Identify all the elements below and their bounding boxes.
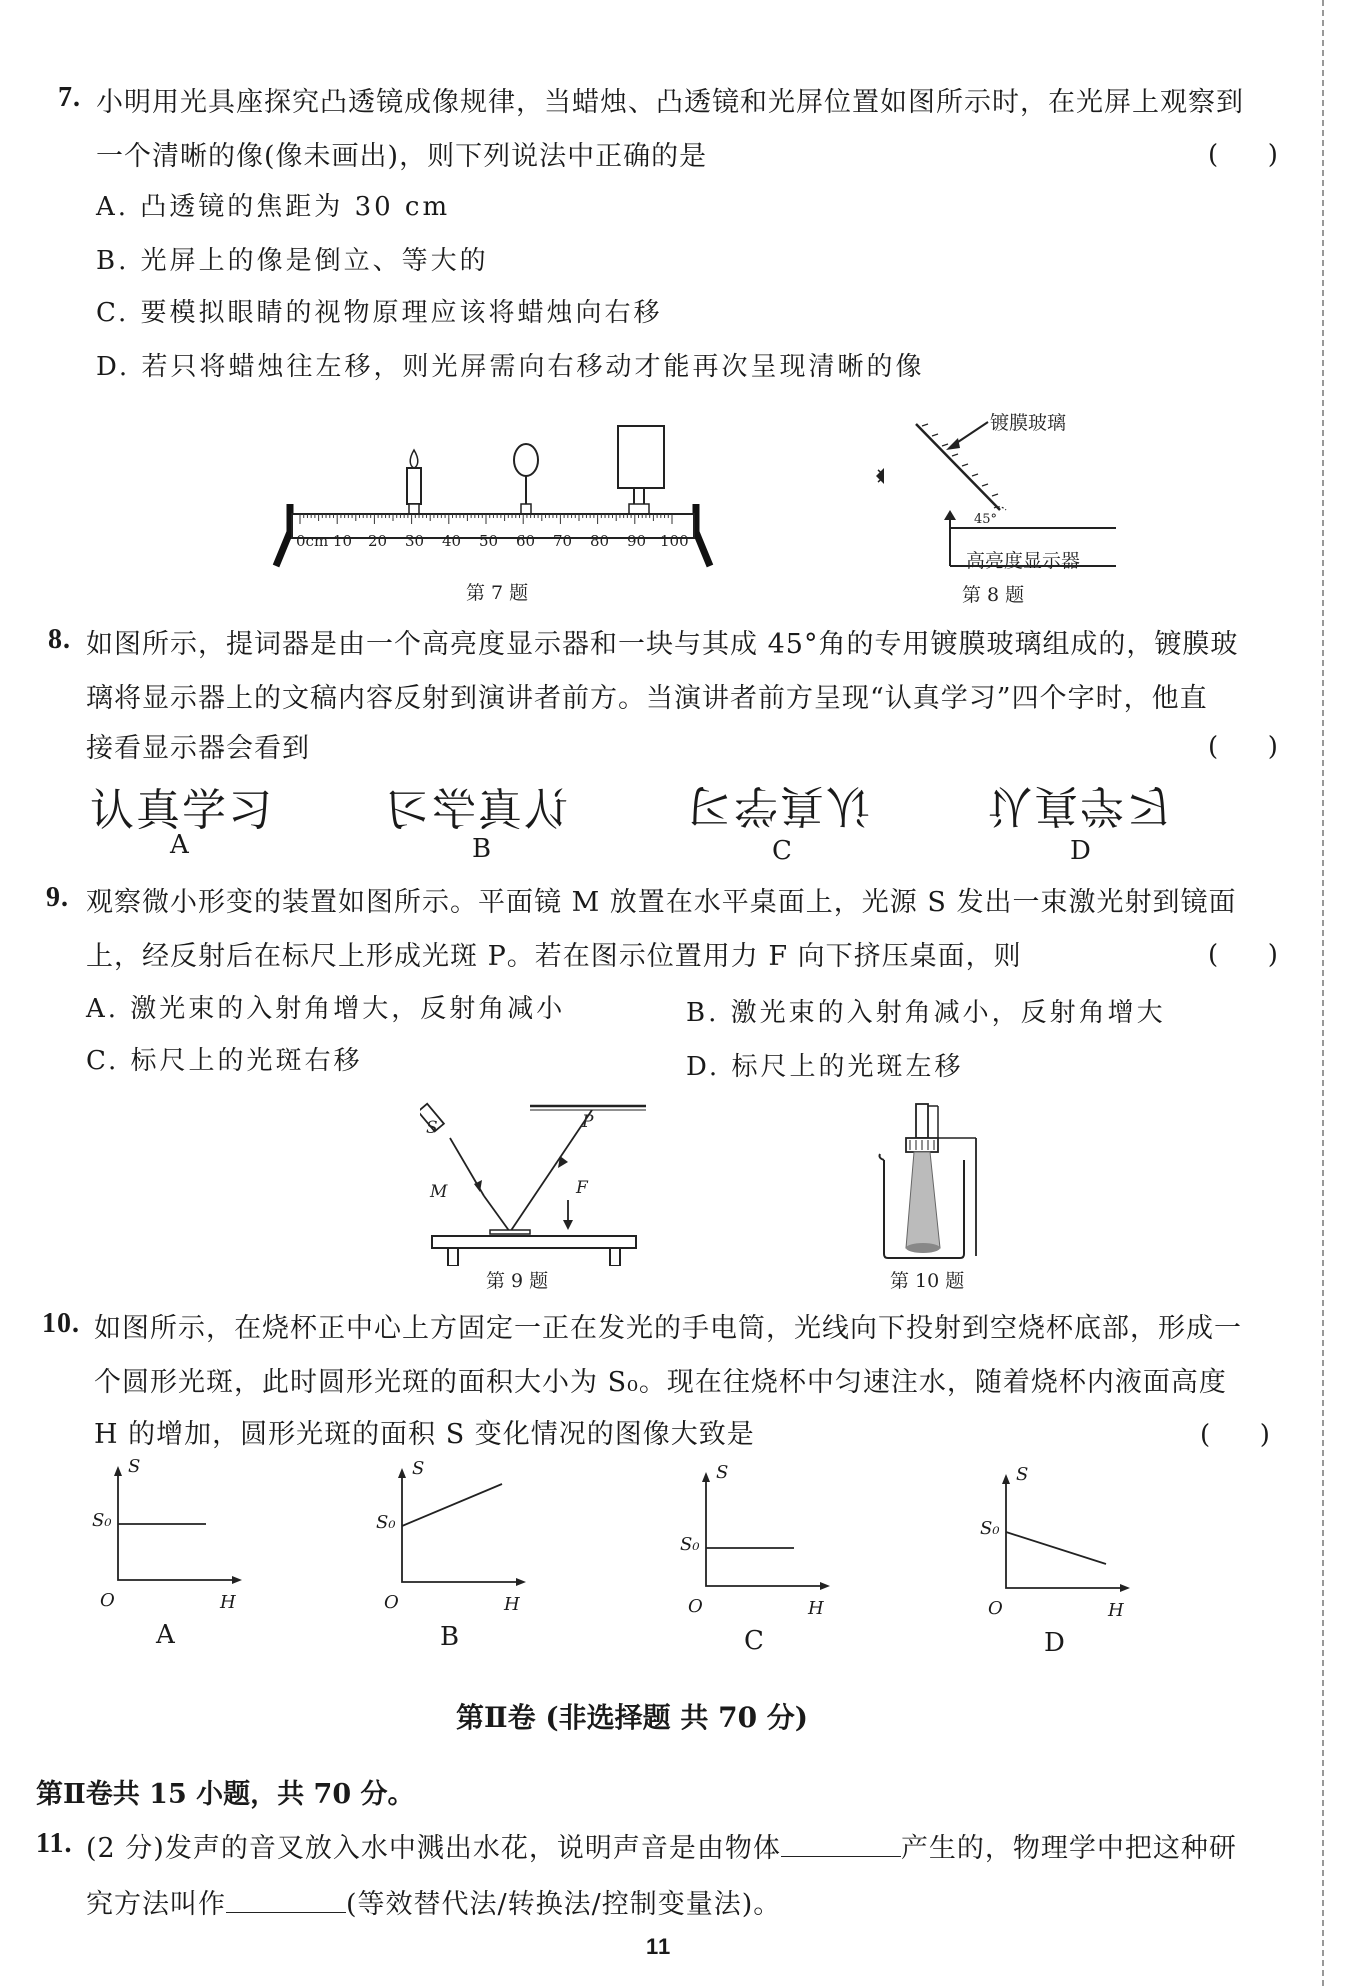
q10-number: 10. [42,1308,80,1339]
display-label: 高亮度显示器 [966,550,1081,572]
q11-line2-part2: (等效替代法/转换法/控制变量法)。 [346,1889,782,1920]
q8-number: 8. [48,624,71,655]
candle-icon [407,450,421,514]
q7-number: 7. [58,82,81,113]
q8-choice-d-label: D [1070,836,1091,866]
ruler-labels [296,528,706,558]
section-intro: 第Ⅱ卷共 15 小题，共 70 分。 [36,1779,415,1810]
q9-option-d: D. 标尺上的光斑左移 [686,1052,964,1082]
graph-axis-y-label: S [1016,1464,1029,1485]
fig9-label-f: F [576,1178,588,1198]
graph-axes [706,1476,826,1586]
q8-choice-a-text: 认真学习 [90,785,274,836]
graph-axis-x-label: H [1108,1600,1124,1621]
q9-option-c: C. 标尺上的光斑右移 [86,1046,363,1076]
q7-option-c: C. 要模拟眼睛的视物原理应该将蜡烛向右移 [96,298,663,328]
q10-answer-paren: ( ) [1200,1420,1270,1450]
y-axis-arrow [1002,1474,1010,1484]
graph-s0-label: S₀ [376,1512,396,1533]
q7-option-b: B. 光屏上的像是倒立、等大的 [96,246,489,276]
q9-option-b: B. 激光束的入射角减小，反射角增大 [686,998,1166,1028]
ruler-label: 30 [405,532,425,550]
eye-icon [876,468,884,484]
fig9-label-p: P [582,1112,594,1132]
x-axis-arrow [232,1576,242,1584]
q8-stem-line2: 璃将显示器上的文稿内容反射到演讲者前方。当演讲者前方呈现“认真学习”四个字时，他直 [86,683,1208,714]
x-axis-arrow [820,1582,830,1590]
q11-number: 11. [36,1828,73,1859]
ruler-label: 40 [442,532,462,550]
graph-axis-y-label: S [128,1456,141,1477]
graph-axis-y-label: S [412,1458,425,1479]
fig9-label-s: S [426,1118,438,1138]
graph-axes [118,1470,238,1580]
ruler-label: 60 [516,532,536,550]
light-screen-icon [618,426,664,514]
beaker-flashlight-figure [876,1098,996,1268]
graph-origin-label: O [688,1596,703,1617]
graph-b [372,1458,542,1652]
margin-dashed-line [1322,0,1324,1986]
q10-stem-line3: H 的增加，圆形光斑的面积 S 变化情况的图像大致是 [94,1419,755,1450]
graph-a [88,1456,258,1650]
ruler-label: 0cm 10 [296,532,353,550]
x-axis-arrow [1120,1584,1130,1592]
graph-d [976,1464,1146,1658]
q8-stem-line3: 接看显示器会看到 [86,733,310,764]
coated-glass-label: 镀膜玻璃 [990,412,1067,434]
graph-axis-x-label: H [220,1592,236,1613]
angle-45-label: 45° [974,512,998,527]
q8-choice-c-label: C [772,836,792,866]
graph-s0-label: S₀ [92,1510,112,1531]
q10-stem-line1: 如图所示，在烧杯正中心上方固定一正在发光的手电筒，光线向下投射到空烧杯底部，形成一 [94,1313,1242,1344]
q7-option-a: A. 凸透镜的焦距为 30 cm [96,192,451,222]
ruler-label: 80 [590,532,610,550]
q7-answer-paren: ( ) [1208,140,1278,170]
q9-stem-line2: 上，经反射后在标尺上形成光斑 P。若在图示位置用力 F 向下挤压桌面，则 [86,941,1022,972]
q8-choice-a-label: A [170,830,189,860]
graph-s0-label: S₀ [980,1518,1000,1539]
q9-option-a: A. 激光束的入射角增大，反射角减小 [86,994,566,1024]
page-number: 11 [646,1934,672,1959]
section-title: 第Ⅱ卷 (非选择题 共 70 分) [456,1701,809,1734]
q8-figure-caption: 第 8 题 [962,584,1025,606]
y-axis-arrow [702,1472,710,1482]
q8-stem-line1: 如图所示，提词器是由一个高亮度显示器和一块与其成 45°角的专用镀膜玻璃组成的，镀膜玻 [86,629,1239,660]
q7-stem-line1: 小明用光具座探究凸透镜成像规律，当蜡烛、凸透镜和光屏位置如图所示时，在光屏上观察到 [96,87,1244,118]
q10-stem-line2: 个圆形光斑，此时圆形光斑的面积大小为 S₀。现在往烧杯中匀速注水，随着烧杯内液面高度 [94,1367,1227,1398]
convex-lens-icon [514,444,538,514]
graph-origin-label: O [100,1590,115,1611]
q7-option-d: D. 若只将蜡烛往左移，则光屏需向右移动才能再次呈现清晰的像 [96,352,925,382]
q11-line1 [86,1826,1237,1865]
q9-number: 9. [46,882,69,913]
graph-axis-x-label: H [808,1598,824,1619]
graph-axis-y-label: S [716,1462,729,1483]
q7-stem-line2: 一个清晰的像(像未画出)，则下列说法中正确的是 [96,141,708,172]
ruler-label: 90 [627,532,647,550]
graph-axis-x-label: H [504,1594,520,1615]
graph-origin-label: O [384,1592,399,1613]
graph-choice-label: B [440,1622,460,1652]
q11-line1-part1: (2 分)发声的音叉放入水中溅出水花，说明声音是由物体 [86,1833,781,1864]
graph-c [676,1462,846,1656]
graph-line [402,1484,502,1526]
q11-line1-part2: 产生的，物理学中把这种研 [900,1833,1237,1864]
q11-blank-1[interactable] [781,1856,901,1857]
ruler-label: 50 [479,532,499,550]
graph-s0-label: S₀ [680,1534,700,1555]
ruler-label: 20 [368,532,388,550]
ruler-label: 100 [660,532,689,550]
q8-choice-c-text: 认真学习 [686,780,870,831]
x-axis-arrow [516,1578,526,1586]
graph-axes [1006,1478,1126,1588]
q8-choice-b-text: 认真学习 [384,785,568,836]
flashlight-icon [906,1104,938,1152]
y-axis-arrow [398,1468,406,1478]
graph-line [1006,1532,1106,1564]
q9-stem-line1: 观察微小形变的装置如图所示。平面镜 M 放置在水平桌面上，光源 S 发出一束激光射到镜面 [86,887,1237,918]
fig9-label-m: M [430,1182,448,1202]
q9-figure-caption: 第 9 题 [486,1270,549,1292]
graph-origin-label: O [988,1598,1003,1619]
q11-line2 [86,1882,781,1921]
q7-figure-caption: 第 7 题 [466,582,529,604]
q11-blank-2[interactable] [226,1912,346,1913]
y-axis-arrow [114,1466,122,1476]
graph-choice-label: C [744,1626,764,1656]
graph-choice-label: D [1044,1628,1065,1658]
q11-line2-part1: 究方法叫作 [86,1889,226,1920]
q9-answer-paren: ( ) [1208,940,1278,970]
q8-choice-d-text: 认真学习 [988,780,1172,831]
deformation-figure [420,1096,650,1266]
graph-axes [402,1472,522,1582]
ruler-label: 70 [553,532,573,550]
q8-answer-paren: ( ) [1208,732,1278,762]
graph-choice-label: A [156,1620,175,1650]
q10-figure-caption: 第 10 题 [890,1270,965,1292]
q8-choice-b-label: B [472,834,492,864]
